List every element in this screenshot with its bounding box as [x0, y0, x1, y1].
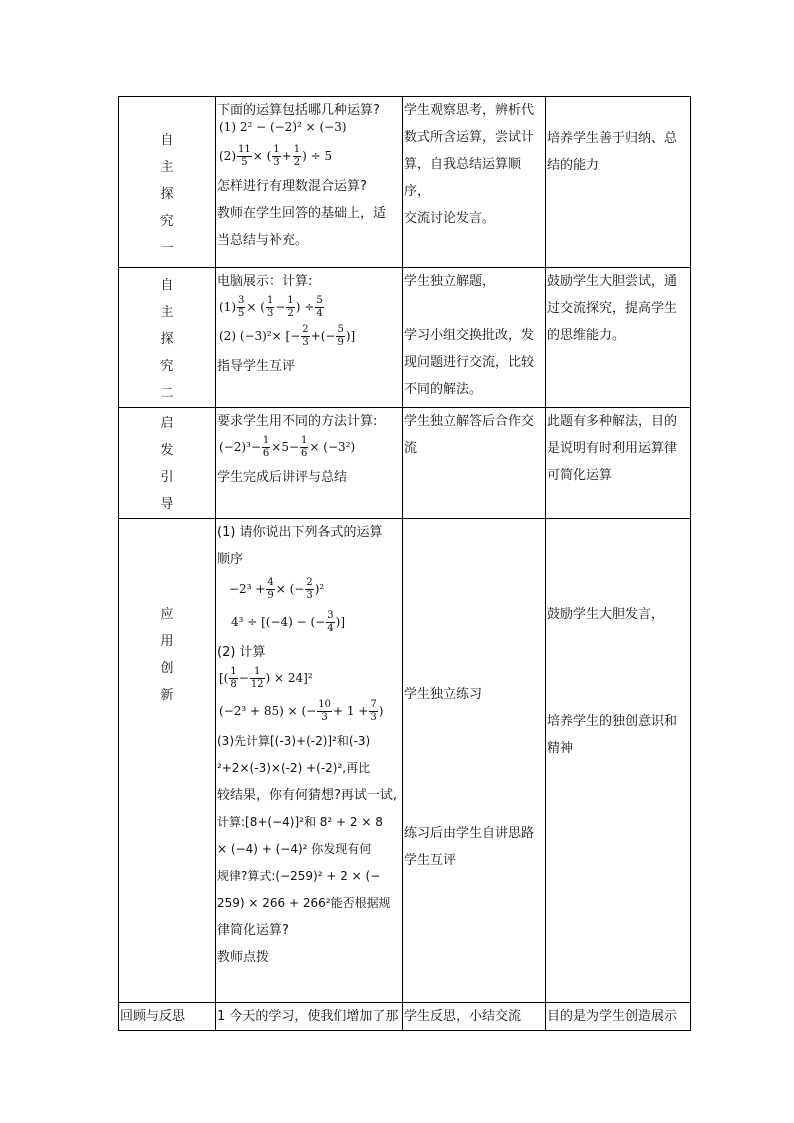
- expression: (−2)³− $\frac{1}{6}$ ×5− $\frac{1}{6}$ × (−3²): [219, 435, 356, 459]
- table-row: [119, 1003, 691, 1031]
- table-row: [119, 519, 691, 1003]
- table-row: [119, 97, 691, 268]
- purpose-cell: 鼓励学生大胆尝试，通 过交流探究，提高学生 的思维能力。: [546, 268, 691, 408]
- student-activity-cell: 学生反思，小结交流: [403, 1003, 546, 1031]
- activity-cell: 要求学生用不同的方法计算: (−2)³− $\frac{1}{6}$ ×5− $\frac{1}{6}$ × (−3²) 学生完成后讲评与总结: [216, 408, 403, 519]
- student-activity-cell: 学生观察思考，辨析代 数式所含运算，尝试计 算，自我总结运算顺序， 交流讨论发言。: [403, 97, 546, 268]
- expression: (2) $\frac{11}{5}$ × ( $\frac{1}{3}$ + $\frac{1}{2}$ ) ÷ 5: [219, 144, 333, 168]
- purpose-cell: 培养学生善于归纳、总 结的能力: [546, 97, 691, 268]
- expression: 4³ ÷ [(−4) − (− $\frac{3}{4}$ )]: [231, 610, 346, 634]
- activity-cell: 1 今天的学习，使我们增加了那: [216, 1003, 403, 1031]
- lesson-plan-table: [118, 96, 691, 1031]
- student-activity-cell: 学生独立解答后合作交 流: [403, 408, 546, 519]
- expression: [( $\frac{1}{8}$ − $\frac{1}{12}$ ) × 24]²: [219, 666, 313, 690]
- student-activity-cell: 学生独立解题， 学习小组交换批改，发 现问题进行交流，比较 不同的解法。: [403, 268, 546, 408]
- expression: −2³ + $\frac{4}{9}$ × (− $\frac{2}{3}$ )²: [229, 577, 325, 601]
- row-label: 自 主 探 究 一: [119, 97, 216, 268]
- expression: (2) (−3)²× [− $\frac{2}{3}$ +(− $\frac{5}{9}$ )]: [219, 324, 356, 348]
- expression: (1) 2² − (−2)² × (−3): [219, 120, 347, 134]
- activity-cell: (1) 请你说出下列各式的运算 顺序 −2³ + $\frac{4}{9}$ × (− $\frac{2}{3}$ )² 4³ ÷ [(−4) − (− $\frac{3}{4}$ )] (2) 计算 [( $\frac{1}{8}$ − $\frac{1}{12}$ ) × 24]² (−2³ + 85) × (− $\frac{10}{3}$ + 1 + $\frac{7}{3}$ ) (3)先计算[(-3)+(-2)]²和(-3) ²+2×(-3)×(-2) +(-2)²,再比 较结果，你有何猜想?再试一试, 计算:[8+(−4)]²和 8² + 2 × 8 × (−4) + (−4)² 你发现有何 规律?算式:(−259)² + 2 × (− 259) × 266 + 266²能否根据规 律简化运算? 教师点拨: [216, 519, 403, 1003]
- row-label: 回顾与反思: [119, 1003, 216, 1031]
- expression: (−2³ + 85) × (− $\frac{10}{3}$ + 1 + $\frac{7}{3}$ ): [219, 699, 384, 723]
- row-label: 启 发 引 导: [119, 408, 216, 519]
- table-row: [119, 268, 691, 408]
- purpose-cell: 鼓励学生大胆发言， 培养学生的独创意识和 精神: [546, 519, 691, 1003]
- row-label: 自 主 探 究 二: [119, 268, 216, 408]
- purpose-cell: 目的是为学生创造展示: [546, 1003, 691, 1031]
- student-activity-cell: 学生独立练习 练习后由学生自讲思路 学生互评: [403, 519, 546, 1003]
- activity-cell: 电脑展示：计算: (1) $\frac{3}{5}$ × ( $\frac{1}{3}$ − $\frac{1}{2}$ ) ÷ $\frac{5}{4}$ (2) (−3)²× [− $\frac{2}{3}$ +(− $\frac{5}{9}$ )] 指导学生互评: [216, 268, 403, 408]
- purpose-cell: 此题有多种解法，目的 是说明有时利用运算律 可简化运算: [546, 408, 691, 519]
- table-row: [119, 408, 691, 519]
- activity-cell: 下面的运算包括哪几种运算? (1) 2² − (−2)² × (−3) (2) $\frac{11}{5}$ × ( $\frac{1}{3}$ + $\frac{1}{2}$ ) ÷ 5 怎样进行有理数混合运算? 教师在学生回答的基础上，适 当总结与补充。: [216, 97, 403, 268]
- row-label: 应 用 创 新: [119, 519, 216, 1003]
- expression: (1) $\frac{3}{5}$ × ( $\frac{1}{3}$ − $\frac{1}{2}$ ) ÷ $\frac{5}{4}$: [219, 295, 323, 319]
